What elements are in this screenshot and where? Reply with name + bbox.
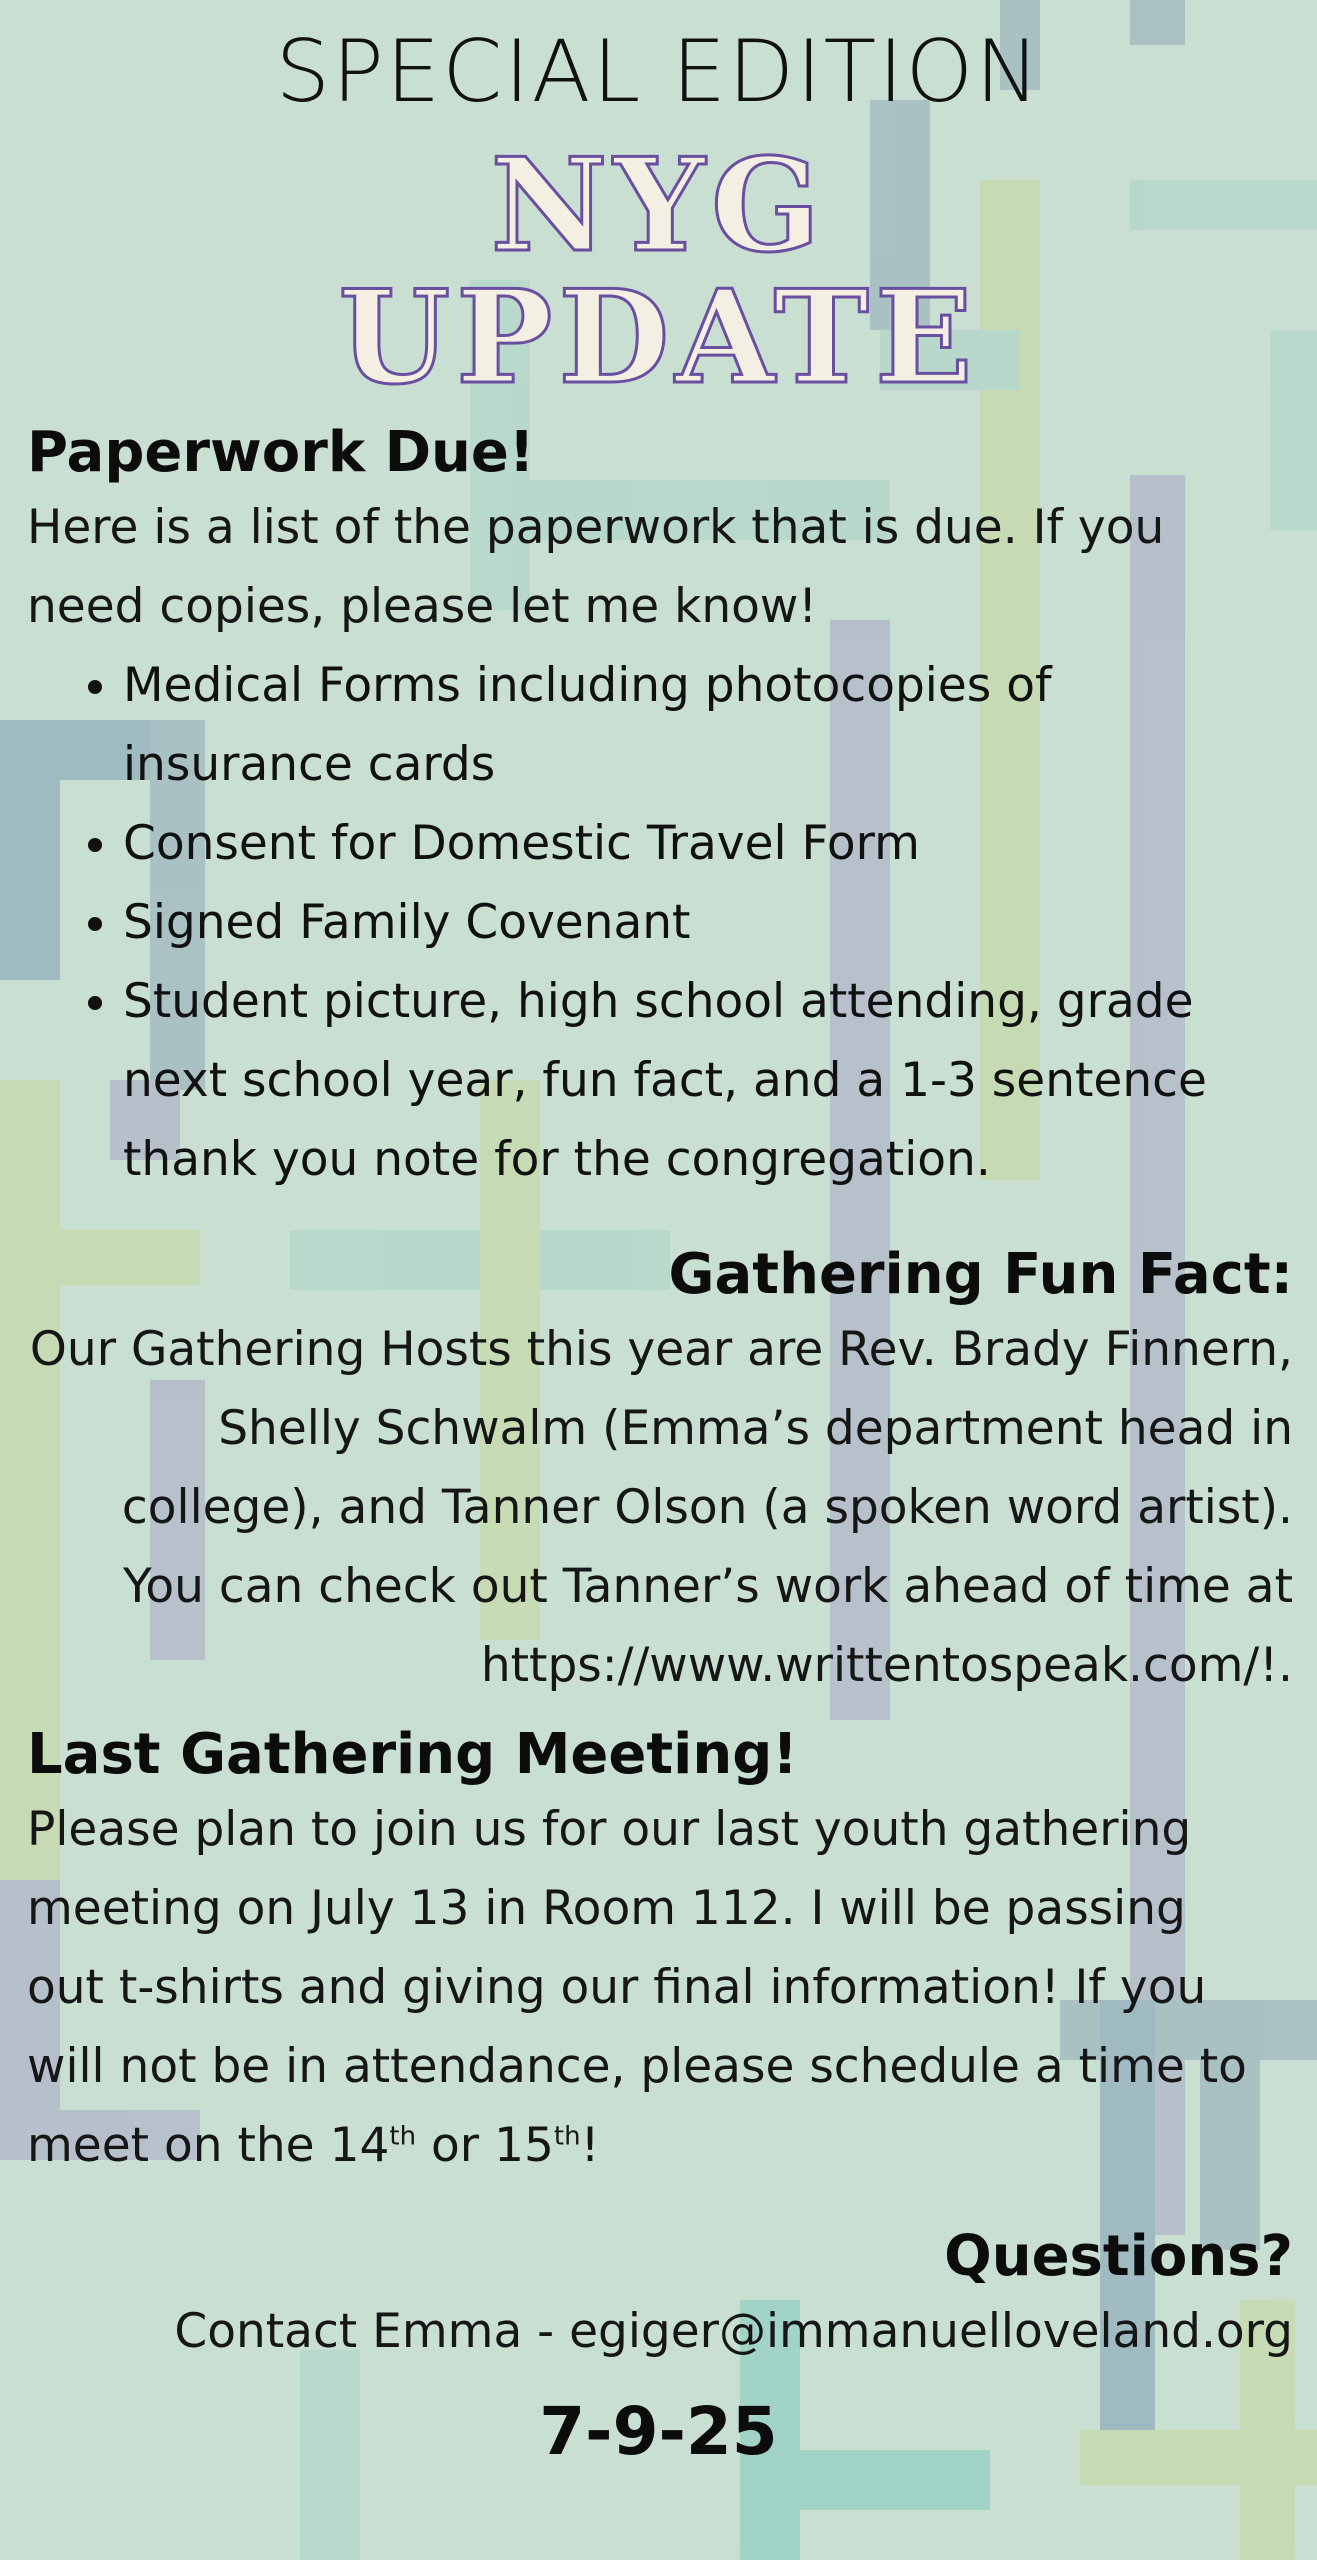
title-line-1: NYG	[490, 131, 827, 281]
paperwork-section	[27, 418, 1287, 1199]
meeting-conjunction: or	[431, 2118, 480, 2173]
issue-date: 7-9-25	[539, 2393, 778, 2470]
paperwork-list	[27, 646, 1287, 1199]
list-item: • Student picture, high school attending, grade next school year, fun fact, and a 1-3 sentence thank you note for the congregation.	[123, 962, 1287, 1199]
meeting-text	[27, 1790, 1267, 2185]
meeting-ending: !	[580, 2118, 600, 2173]
questions-heading: Questions?	[944, 2224, 1293, 2289]
paperwork-intro: Here is a list of the paperwork that is due. If you need copies, please let me know!	[27, 500, 1165, 634]
meeting-day-1-suffix: th	[389, 2121, 417, 2152]
questions-section	[27, 2222, 1293, 2371]
meeting-section	[27, 1720, 1267, 2185]
fun-fact-text: Our Gathering Hosts this year are Rev. Brady Finnern, Shelly Schwalm (Emma’s department head in college), and Tanner Olson (a spoken word artist). You can check out Tanner’s work ahead of time at https://www.writtentospeak.com/!.	[29, 1322, 1293, 1693]
meeting-day-1: 14	[329, 2118, 390, 2173]
list-item: • Consent for Domestic Travel Form	[123, 804, 1287, 883]
meeting-day-2-suffix: th	[553, 2121, 581, 2152]
title-line-2: UPDATE	[338, 263, 979, 413]
paperwork-heading: Paperwork Due!	[27, 420, 535, 485]
meeting-heading: Last Gathering Meeting!	[27, 1722, 798, 1787]
masthead-kicker: SPECIAL EDITION	[275, 22, 1042, 122]
list-item: • Medical Forms including photocopies of insurance cards	[123, 646, 1287, 804]
fun-fact-heading: Gathering Fun Fact:	[668, 1242, 1293, 1307]
fun-fact-section	[27, 1240, 1293, 1705]
meeting-day-2: 15	[494, 2118, 554, 2173]
list-item: • Signed Family Covenant	[123, 883, 1287, 962]
masthead-title	[0, 131, 1317, 413]
contact-line: Contact Emma - egiger@immanuelloveland.org	[174, 2304, 1293, 2359]
meeting-body: Please plan to join us for our last youth gathering meeting on July 13 in Room 112. I will be passing out t-shirts and giving our final information! If you will not be in attendance, please schedule a time to meet on the	[27, 1802, 1247, 2173]
